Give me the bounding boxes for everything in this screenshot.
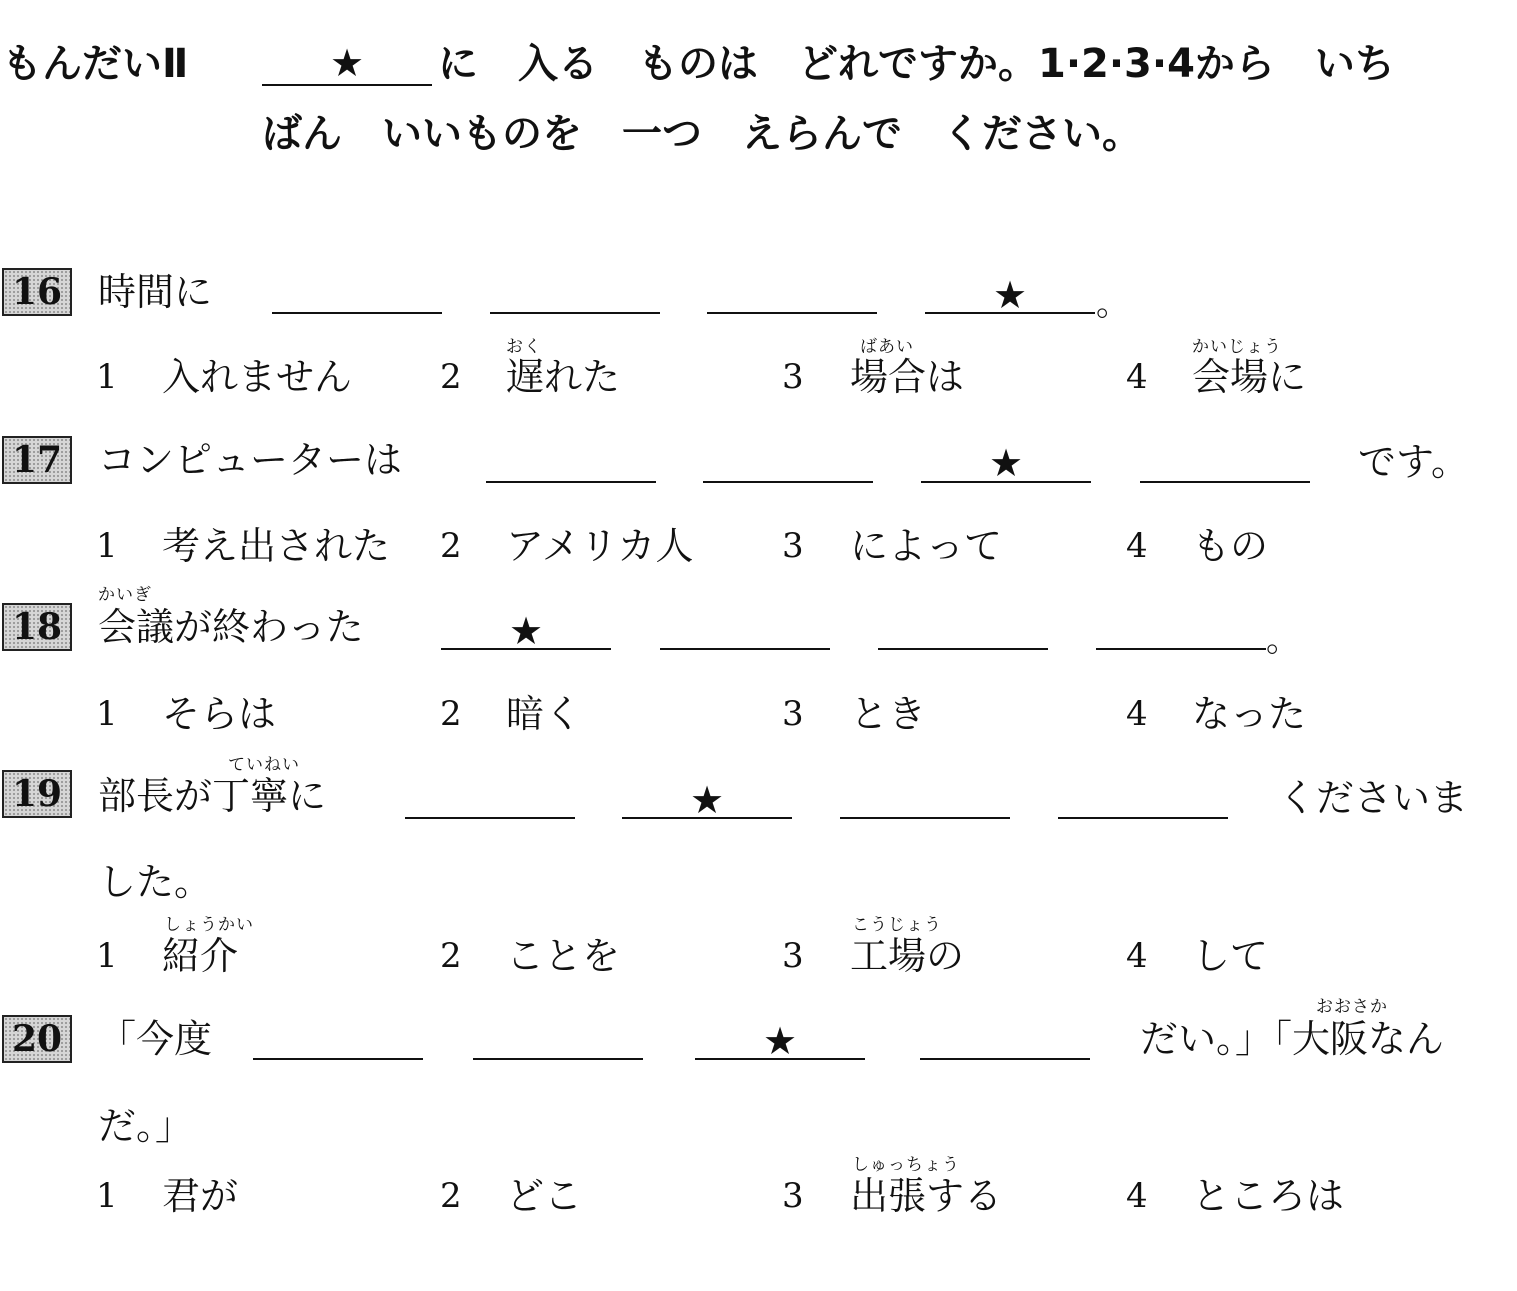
answer-blank [660, 648, 830, 650]
option-number: 3 [782, 936, 804, 976]
question-number-16: 16 [2, 268, 72, 316]
question-19-stem-line-2: した。 [98, 860, 213, 904]
option-text: 場合は [850, 355, 965, 399]
furigana: しょうかい [164, 915, 254, 935]
answer-blank [1140, 481, 1310, 483]
furigana: しゅっちょう [852, 1155, 960, 1175]
option-text: 考え出された [162, 524, 391, 568]
star-icon: ★ [992, 273, 1028, 317]
option-text: もの [1192, 524, 1269, 568]
option-number: 4 [1126, 1176, 1148, 1216]
option-text: 紹介 [162, 934, 239, 978]
answer-blank [473, 1058, 643, 1060]
question-number-19: 19 [2, 770, 72, 818]
option-number: 3 [782, 1176, 804, 1216]
furigana: こうじょう [852, 915, 942, 935]
option-number: 2 [440, 526, 462, 566]
option-number: 4 [1126, 936, 1148, 976]
question-17-stem-end: です。 [1358, 440, 1469, 484]
question-17-stem: コンピューターは [98, 438, 403, 482]
option-number: 3 [782, 694, 804, 734]
question-19-stem-end: くださいま [1278, 776, 1469, 820]
furigana: おおさか [1316, 997, 1388, 1017]
option-text: そらは [162, 692, 277, 736]
option-text: によって [850, 524, 1003, 568]
star-icon: ★ [988, 441, 1024, 485]
answer-blank [707, 312, 877, 314]
star-icon: ★ [508, 609, 544, 653]
answer-blank [878, 648, 1048, 650]
question-18-stem: 会議が終わった [98, 605, 364, 649]
option-text: どこ [506, 1174, 583, 1218]
answer-blank [920, 1058, 1090, 1060]
question-number-17: 17 [2, 436, 72, 484]
furigana: ばあい [860, 337, 914, 357]
option-text: なった [1192, 692, 1307, 736]
option-text: 遅れた [506, 355, 621, 399]
option-text: 君が [162, 1174, 239, 1218]
answer-blank [253, 1058, 423, 1060]
question-number-20: 20 [2, 1015, 72, 1063]
question-number-18: 18 [2, 603, 72, 651]
question-20-stem: 「今度 [98, 1017, 213, 1061]
question-18-stem-end: 。 [1266, 620, 1300, 660]
option-text: とき [850, 692, 927, 736]
option-text: 会場に [1192, 355, 1307, 399]
option-number: 2 [440, 936, 462, 976]
option-number: 3 [782, 526, 804, 566]
star-icon: ★ [762, 1019, 798, 1063]
option-text: ところは [1192, 1174, 1345, 1218]
option-number: 4 [1126, 357, 1148, 397]
question-19-stem: 部長が丁寧に [98, 774, 327, 818]
option-number: 2 [440, 1176, 462, 1216]
option-text: アメリカ人 [506, 524, 694, 568]
option-number: 1 [96, 357, 118, 397]
furigana: ていねい [228, 755, 300, 775]
option-number: 2 [440, 694, 462, 734]
star-icon: ★ [329, 41, 365, 85]
question-16-stem: 時間に [98, 270, 213, 314]
question-20-stem-end: だい。」「大阪なん [1140, 1017, 1445, 1061]
star-icon: ★ [689, 778, 725, 822]
option-number: 4 [1126, 526, 1148, 566]
option-number: 2 [440, 357, 462, 397]
option-text: 出張する [850, 1174, 1003, 1218]
answer-blank [1058, 817, 1228, 819]
furigana: かいじょう [1192, 337, 1282, 357]
option-number: 1 [96, 694, 118, 734]
option-number: 1 [96, 526, 118, 566]
option-text: ことを [506, 934, 621, 978]
instruction-label: もんだいⅡ [2, 41, 189, 87]
instruction-line-1: に 入る ものは どれですか。1·2·3·4から いち [438, 41, 1395, 87]
answer-blank [272, 312, 442, 314]
answer-blank [703, 481, 873, 483]
option-text: 入れません [162, 355, 353, 399]
instruction-line-2: ばん いいものを 一つ えらんで ください。 [262, 111, 1142, 157]
option-number: 1 [96, 936, 118, 976]
option-number: 4 [1126, 694, 1148, 734]
option-text: 工場の [850, 934, 965, 978]
option-number: 1 [96, 1176, 118, 1216]
question-20-stem-line-2: だ。」 [98, 1104, 194, 1148]
answer-blank [405, 817, 575, 819]
furigana: かいぎ [98, 585, 152, 605]
answer-blank [1096, 648, 1266, 650]
answer-blank [490, 312, 660, 314]
option-text: 暗く [506, 692, 583, 736]
answer-blank [840, 817, 1010, 819]
answer-blank [486, 481, 656, 483]
option-text: して [1192, 934, 1269, 978]
option-number: 3 [782, 357, 804, 397]
furigana: おく [506, 337, 542, 357]
question-16-stem-end: 。 [1096, 284, 1130, 324]
